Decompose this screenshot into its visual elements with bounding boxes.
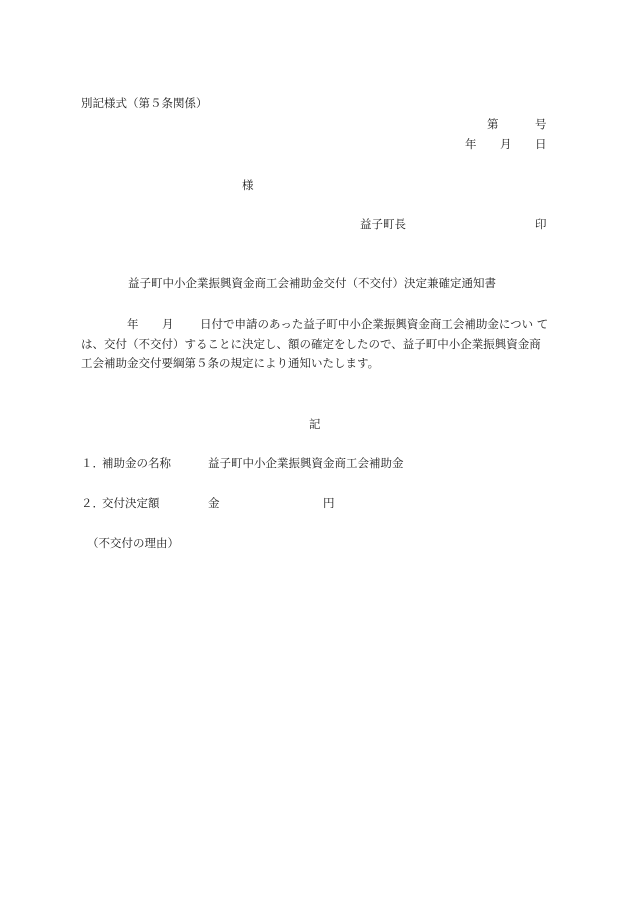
issuer-seal: 印 xyxy=(535,217,547,231)
item-label: 補助金の名称 xyxy=(102,456,171,470)
body-line-3: 工会補助金交付要綱第５条の規定により通知いたします。 xyxy=(81,356,380,370)
number-prefix: 第 xyxy=(487,117,499,131)
date-year: 年 xyxy=(465,137,477,151)
body-line-1-text: 日付で申請のあった益子町中小企業振興資金商工会補助金につい て xyxy=(200,317,549,331)
item-number: １． xyxy=(81,456,104,470)
recipient-honorific: 様 xyxy=(242,178,254,192)
document-title: 益子町中小企業振興資金商工会補助金交付（不交付）決定兼確定通知書 xyxy=(128,276,496,290)
item-number: ２． xyxy=(81,496,104,510)
form-label: 別記様式（第５条関係） xyxy=(81,96,208,110)
ki-label: 記 xyxy=(309,417,321,431)
date-day: 日 xyxy=(535,137,547,151)
number-suffix: 号 xyxy=(535,117,547,131)
body-line-2: は、交付（不交付）することに決定し、額の確定をしたので、益子町中小企業振興資金商 xyxy=(81,337,541,351)
amount-prefix: 金 xyxy=(208,496,220,510)
body-month: 月 xyxy=(162,317,174,331)
item-label: 交付決定額 xyxy=(102,496,160,510)
amount-suffix: 円 xyxy=(323,496,335,510)
reason-label: （不交付の理由） xyxy=(87,536,179,550)
item-value: 益子町中小企業振興資金商工会補助金 xyxy=(208,456,404,470)
issuer-name: 益子町長 xyxy=(360,217,406,231)
date-month: 月 xyxy=(500,137,512,151)
body-year: 年 xyxy=(127,317,139,331)
